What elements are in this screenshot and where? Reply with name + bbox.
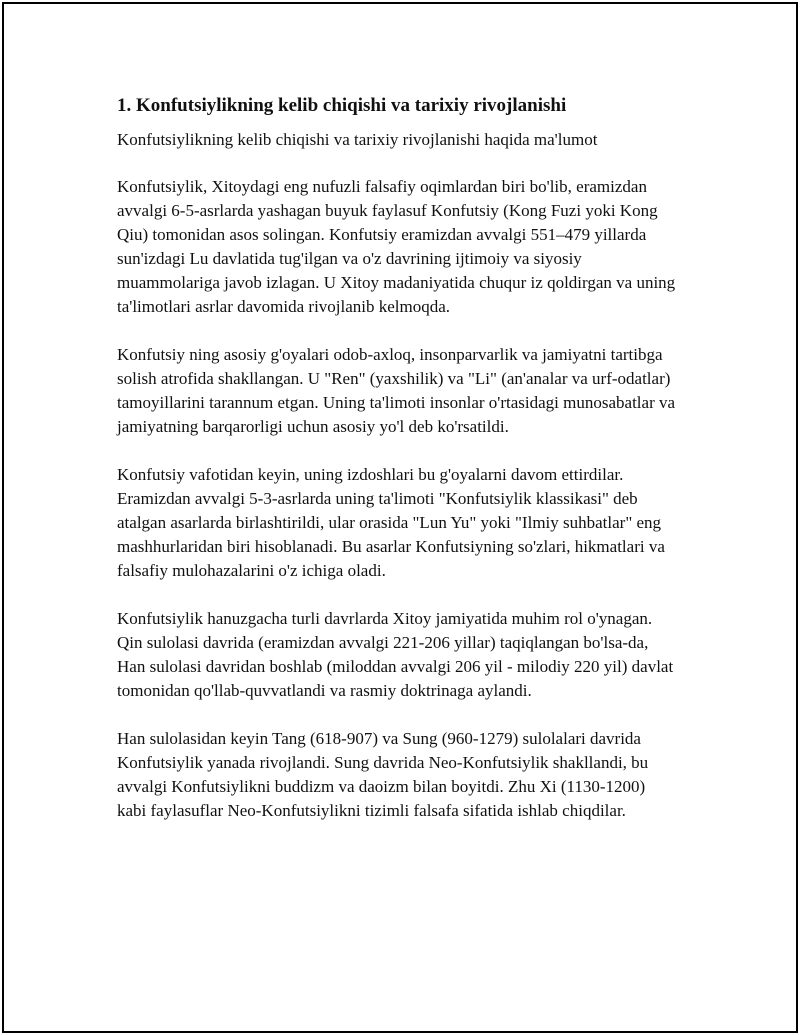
paragraph-origins: Konfutsiylik, Xitoydagi eng nufuzli falsafiy oqimlardan biri bo'lib, eramizdan avvalgi 6-5-asrlarda yashagan buyuk faylasuf Konfutsiy (Kong Fuzi yoki Kong Qiu) tomonidan asos solingan. Konfutsiy eramizdan avvalgi 551–479 yillarda sun'izdagi Lu davlatida tug'ilgan va o'z davrining ijtimoiy va siyosiy muammolariga javob izlagan. U Xitoy madaniyatida chuqur iz qoldirgan va uning ta'limotlari asrlar davomida rivojlanib kelmoqda.: [117, 177, 676, 316]
paragraph-neo-confucianism: Han sulolasidan keyin Tang (618-907) va Sung (960-1279) sulolalari davrida Konfutsiylik yanada rivojlandi. Sung davrida Neo-Konfutsiylik shakllandi, bu avvalgi Konfutsiylikni buddizm va daoizm bilan boyitdi. Zhu Xi (1130-1200) kabi faylasuflar Neo-Konfutsiylikni tizimli falsafa sifatida ishlab chiqdilar.: [117, 729, 649, 820]
document-subtitle: Konfutsiylikning kelib chiqishi va tarixiy rivojlanishi haqida ma'lumot: [117, 130, 598, 149]
document-body: [117, 92, 677, 847]
paragraph-dynasties: Konfutsiylik hanuzgacha turli davrlarda Xitoy jamiyatida muhim rol o'ynagan. Qin sulolasi davrida (eramizdan avvalgi 221-206 yillar) taqiqlangan bo'lsa-da, Han sulolasi davridan boshlab (miloddan avvalgi 206 yil - milodiy 220 yil) davlat tomonidan qo'llab-quvvatlandi va rasmiy doktrinaga aylandi.: [117, 609, 674, 700]
document-heading: 1. Konfutsiylikning kelib chiqishi va tarixiy rivojlanishi: [117, 95, 567, 116]
paragraph-followers: Konfutsiy vafotidan keyin, uning izdoshlari bu g'oyalarni davom ettirdilar. Eramizdan avvalgi 5-3-asrlarda uning ta'limoti "Konfutsiylik klassikasi" deb atalgan asarlarda birlashtirildi, ular orasida "Lun Yu" yoki "Ilmiy suhbatlar" eng mashhurlaridan biri hisoblanadi. Bu asarlar Konfutsiyning so'zlari, hikmatlari va falsafiy mulohazalarini o'z ichiga oladi.: [117, 465, 665, 580]
paragraph-core-ideas: Konfutsiy ning asosiy g'oyalari odob-axloq, insonparvarlik va jamiyatni tartibga solish atrofida shakllangan. U "Ren" (yaxshilik) va "Li" (an'analar va urf-odatlar) tamoyillarini tarannum etgan. Uning ta'limoti insonlar o'rtasidagi munosabatlar va jamiyatning barqarorligi uchun asosiy yo'l deb ko'rsatildi.: [117, 345, 676, 436]
